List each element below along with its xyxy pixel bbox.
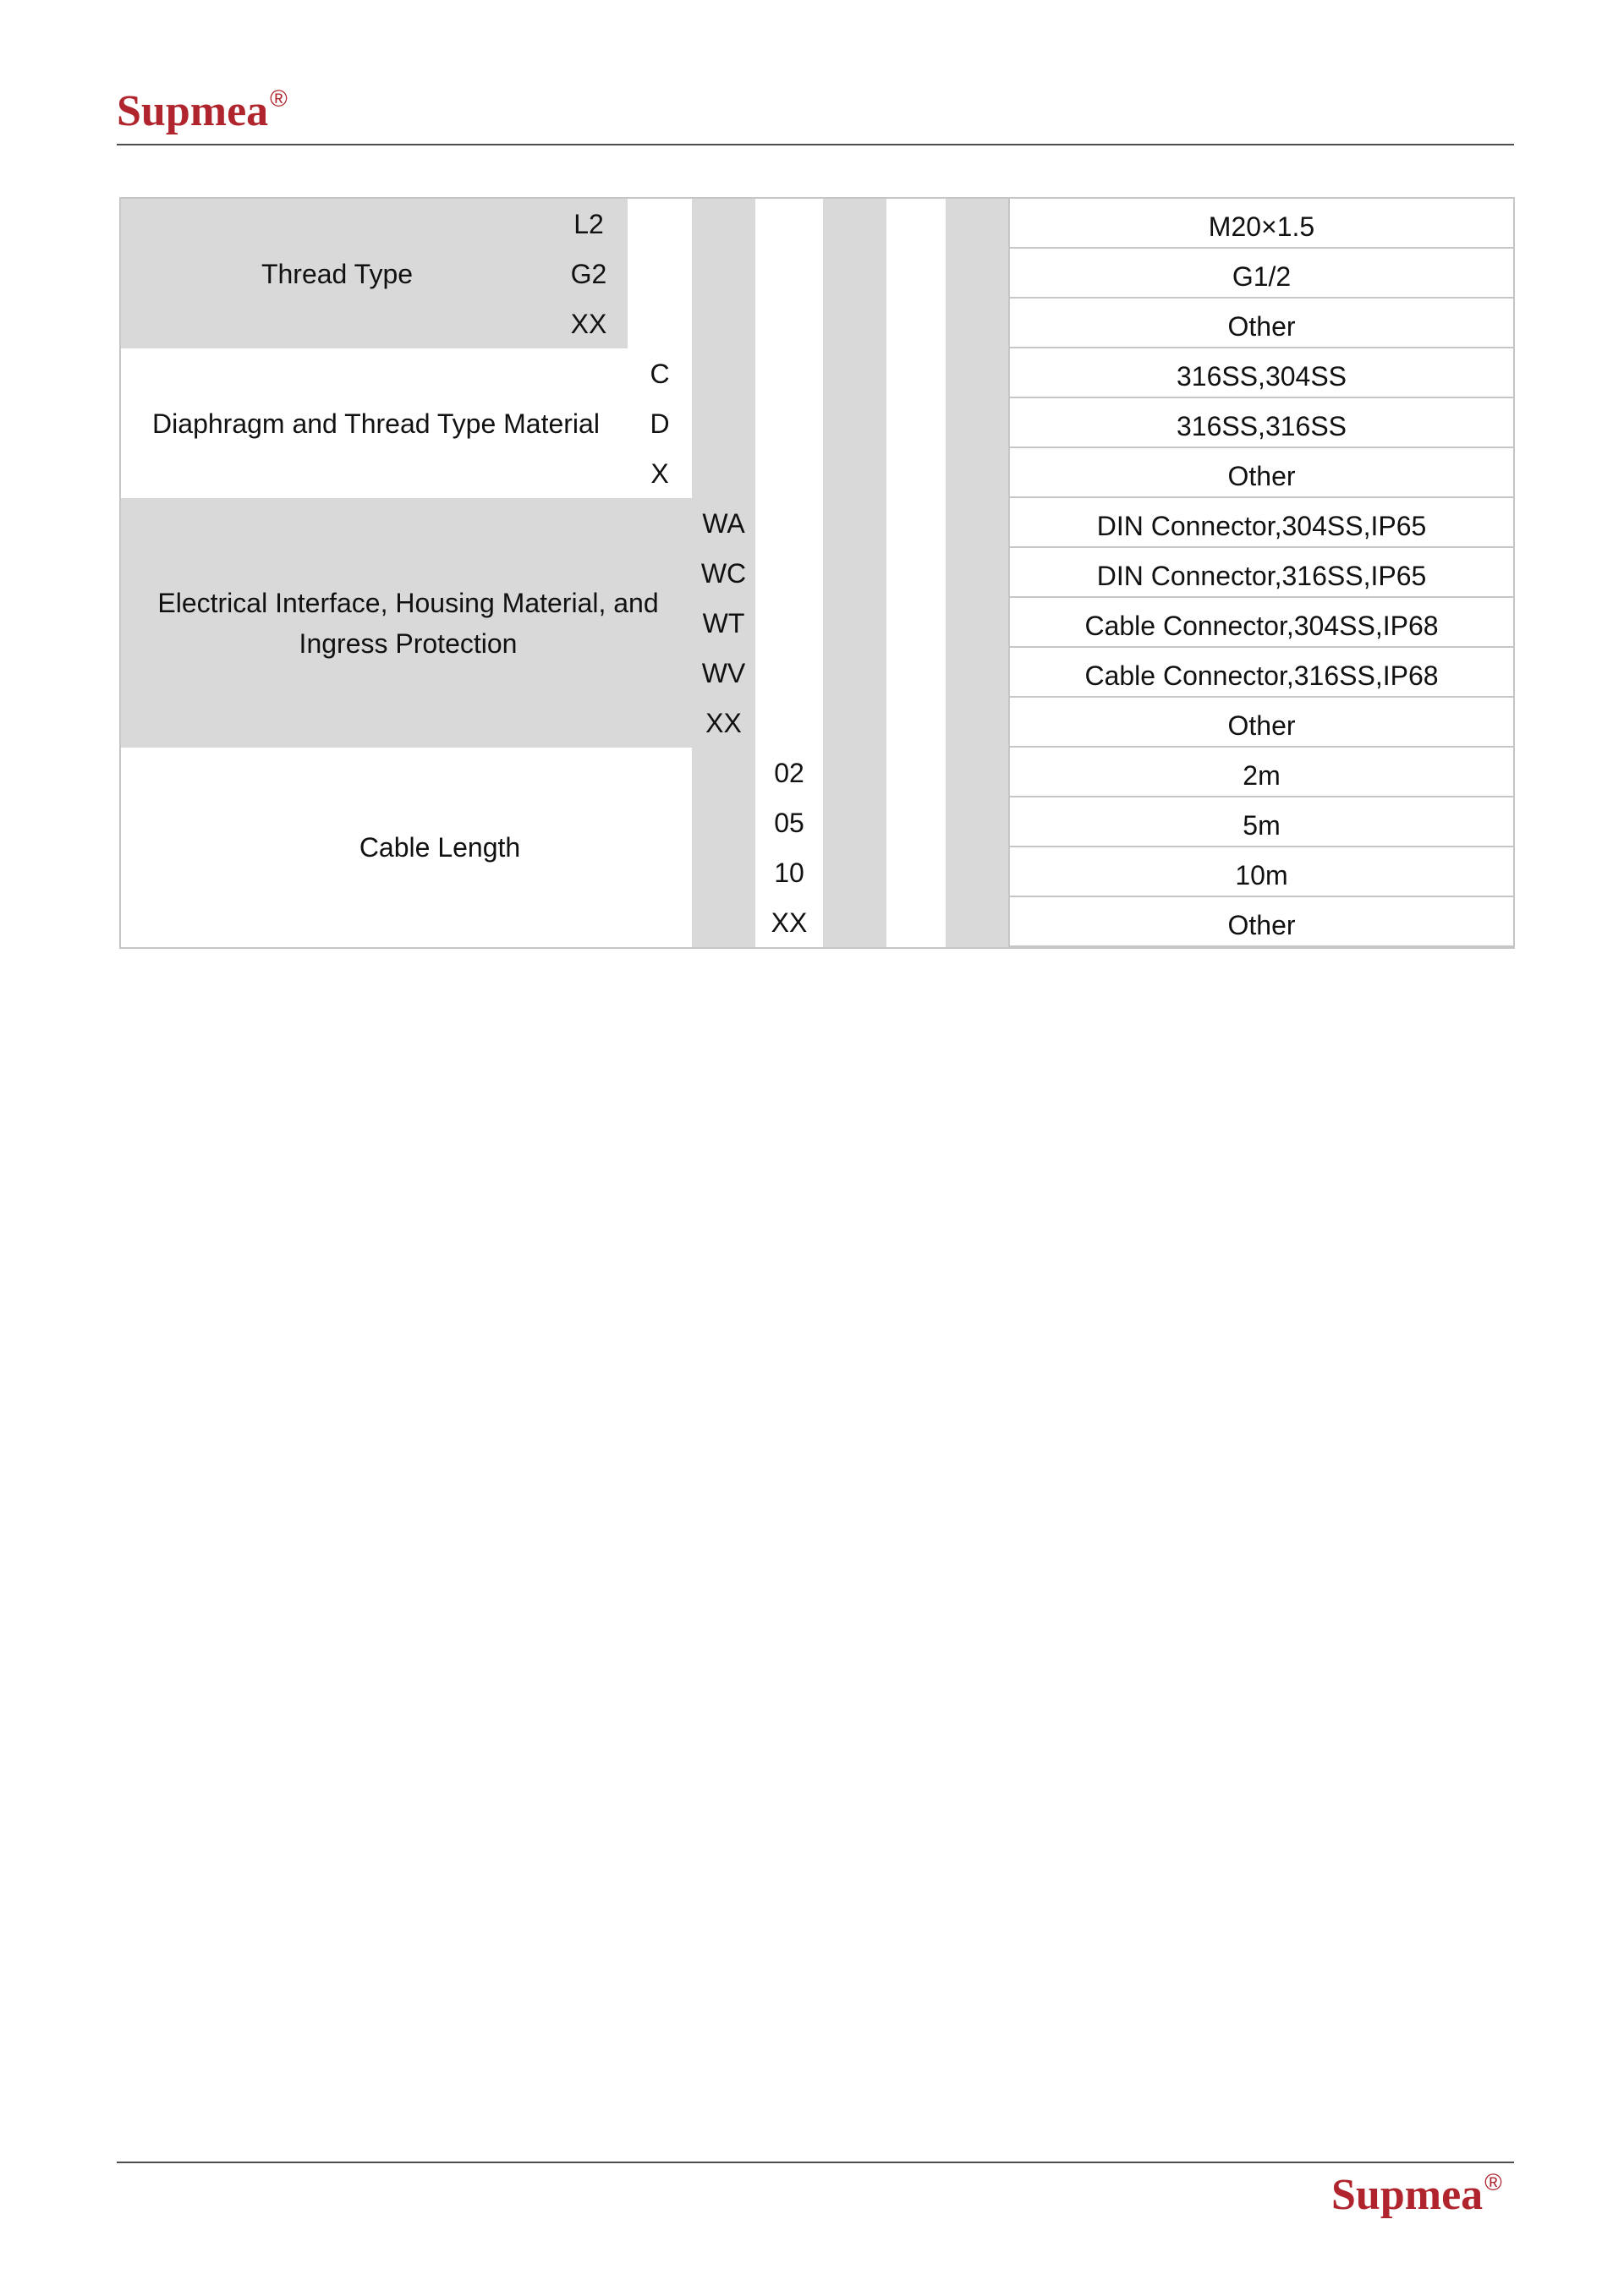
option-code: D bbox=[650, 408, 670, 439]
column-shade bbox=[823, 197, 886, 947]
option-code: 02 bbox=[774, 757, 804, 788]
option-description: 316SS,304SS bbox=[1008, 348, 1515, 398]
option-description: 5m bbox=[1008, 797, 1515, 847]
brand-logo-bottom bbox=[1331, 2169, 1502, 2219]
option-description: M20×1.5 bbox=[1008, 199, 1515, 249]
group-name: Cable Length bbox=[359, 832, 521, 863]
brand-name: Supmea bbox=[117, 87, 269, 135]
options-top-border bbox=[1008, 197, 1515, 199]
option-description: Other bbox=[1008, 897, 1515, 947]
option-code: XX bbox=[705, 707, 742, 738]
option-code: C bbox=[650, 358, 670, 389]
option-description: 316SS,316SS bbox=[1008, 398, 1515, 448]
option-code: G2 bbox=[570, 258, 607, 289]
option-description: Other bbox=[1008, 448, 1515, 498]
group-name: Thread Type bbox=[261, 258, 414, 289]
group-name: Electrical Interface, Housing Material, and Ingress Protection bbox=[157, 587, 659, 659]
option-description: Other bbox=[1008, 299, 1515, 348]
column-shade bbox=[946, 197, 1008, 947]
option-code: X bbox=[650, 458, 669, 489]
option-code: L2 bbox=[573, 208, 604, 239]
registered-mark: ® bbox=[270, 85, 288, 112]
footer-rule bbox=[117, 2162, 1514, 2163]
option-code: XX bbox=[570, 308, 607, 339]
option-code: XX bbox=[771, 907, 808, 938]
option-code: 05 bbox=[774, 807, 804, 838]
option-description: DIN Connector,304SS,IP65 bbox=[1008, 498, 1515, 548]
option-description: Other bbox=[1008, 698, 1515, 748]
registered-mark: ® bbox=[1484, 2169, 1502, 2195]
option-code: WV bbox=[701, 657, 746, 688]
option-description: 2m bbox=[1008, 748, 1515, 797]
option-description: Cable Connector,316SS,IP68 bbox=[1008, 648, 1515, 698]
option-code: 10 bbox=[774, 857, 804, 888]
option-code: WA bbox=[702, 507, 745, 539]
option-description: 10m bbox=[1008, 847, 1515, 897]
option-description: G1/2 bbox=[1008, 249, 1515, 299]
brand-name: Supmea bbox=[1331, 2171, 1484, 2219]
option-description: Cable Connector,304SS,IP68 bbox=[1008, 598, 1515, 648]
option-code: WC bbox=[700, 557, 747, 589]
option-description: DIN Connector,316SS,IP65 bbox=[1008, 548, 1515, 598]
group-name: Diaphragm and Thread Type Material bbox=[152, 408, 600, 439]
option-code: WT bbox=[702, 607, 745, 638]
